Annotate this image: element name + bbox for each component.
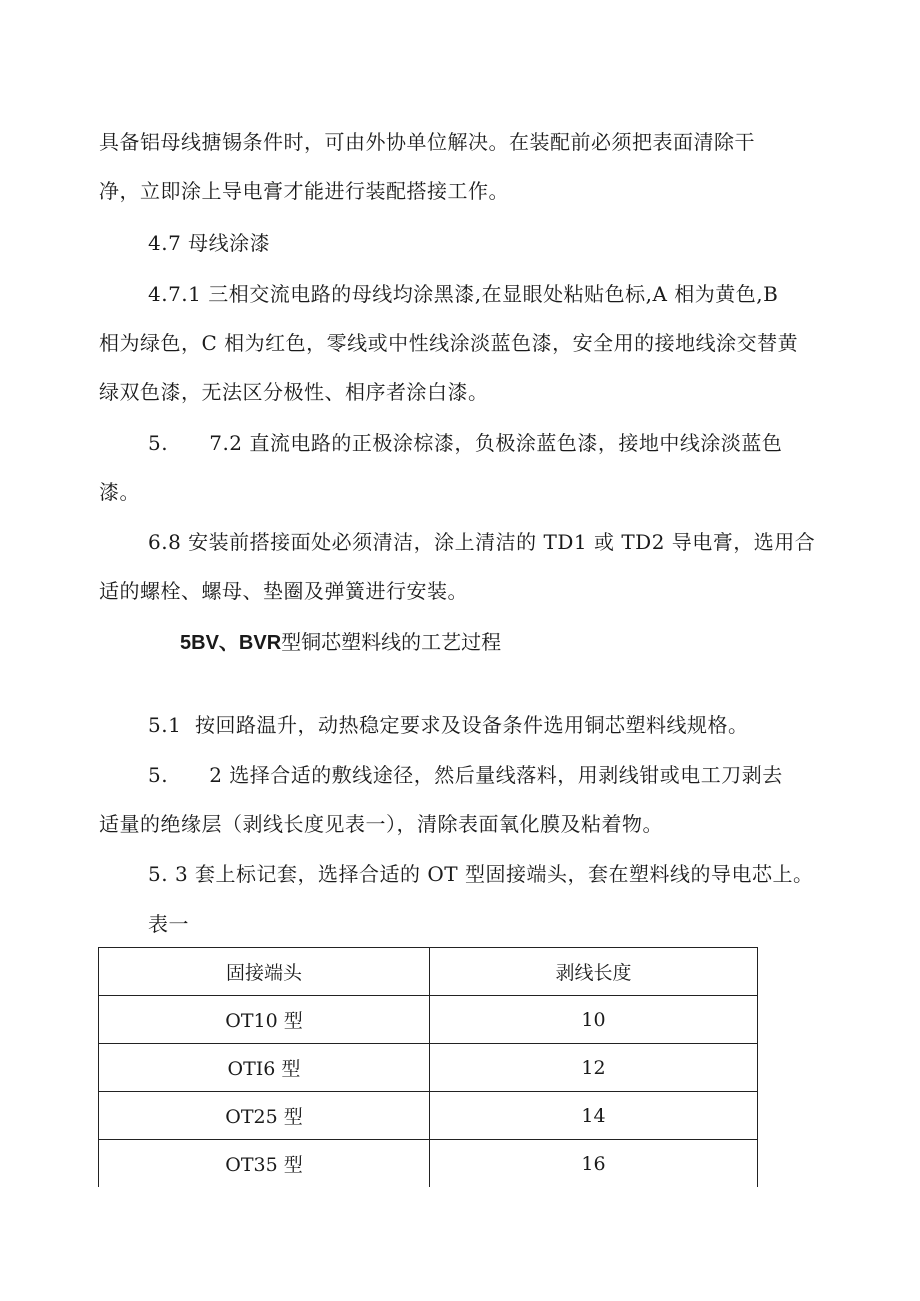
- text-line: 5.1 按回路温升，动热稳定要求及设备条件选用铜芯塑料线规格。: [148, 713, 749, 737]
- section-heading-text: 型铜芯塑料线的工艺过程: [281, 630, 502, 654]
- text-line: 5. 3 套上标记套，选择合适的 OT 型固接端头，套在塑料线的导电芯上。: [148, 862, 814, 886]
- section-heading-code: 5BV、BVR: [180, 632, 282, 654]
- text-line: 4.7.1 三相交流电路的母线均涂黑漆,在显眼处粘贴色标,A 相为黄色,B: [148, 282, 779, 306]
- text-line: 适的螺栓、螺母、垫圈及弹簧进行安装。: [99, 579, 468, 603]
- cell-strip-length: 10: [430, 996, 758, 1044]
- cell-terminal: OT35 型: [99, 1140, 430, 1188]
- column-header-terminal: 固接端头: [99, 948, 430, 996]
- text-line: 净，立即涂上导电膏才能进行装配搭接工作。: [99, 179, 509, 203]
- table-header-row: [99, 948, 758, 996]
- table-caption: 表一: [148, 912, 189, 936]
- cell-strip-length: 16: [430, 1140, 758, 1188]
- cell-terminal: OTI6 型: [99, 1044, 430, 1092]
- text-line: 相为绿色，C 相为红色，零线或中性线涂淡蓝色漆，安全用的接地线涂交替黄: [99, 331, 799, 355]
- text-line: 5. 2 选择合适的敷线途径，然后量线落料，用剥线钳或电工刀剥去: [148, 763, 783, 787]
- cell-strip-length: 12: [430, 1044, 758, 1092]
- table-row: [99, 1092, 758, 1140]
- text-line: 具备铝母线搪锡条件时，可由外协单位解决。在装配前必须把表面清除干: [99, 130, 755, 154]
- table-row: [99, 1044, 758, 1092]
- table-row: [99, 996, 758, 1044]
- text-line: 漆。: [99, 480, 140, 504]
- cell-terminal: OT25 型: [99, 1092, 430, 1140]
- text-line: 绿双色漆，无法区分极性、相序者涂白漆。: [99, 380, 489, 404]
- text-line: 5. 7.2 直流电路的正极涂棕漆，负极涂蓝色漆，接地中线涂淡蓝色: [148, 431, 783, 455]
- subsection-title: 4.7 母线涂漆: [148, 231, 271, 255]
- cell-terminal: OT10 型: [99, 996, 430, 1044]
- terminal-strip-length-table: [98, 947, 758, 1187]
- section-heading: [180, 628, 501, 657]
- table-row: [99, 1140, 758, 1188]
- text-line: 6.8 安装前搭接面处必须清洁，涂上清洁的 TD1 或 TD2 导电膏，选用合: [148, 530, 816, 554]
- column-header-strip-length: 剥线长度: [430, 948, 758, 996]
- cell-strip-length: 14: [430, 1092, 758, 1140]
- text-line: 适量的绝缘层（剥线长度见表一），清除表面氧化膜及粘着物。: [99, 812, 663, 836]
